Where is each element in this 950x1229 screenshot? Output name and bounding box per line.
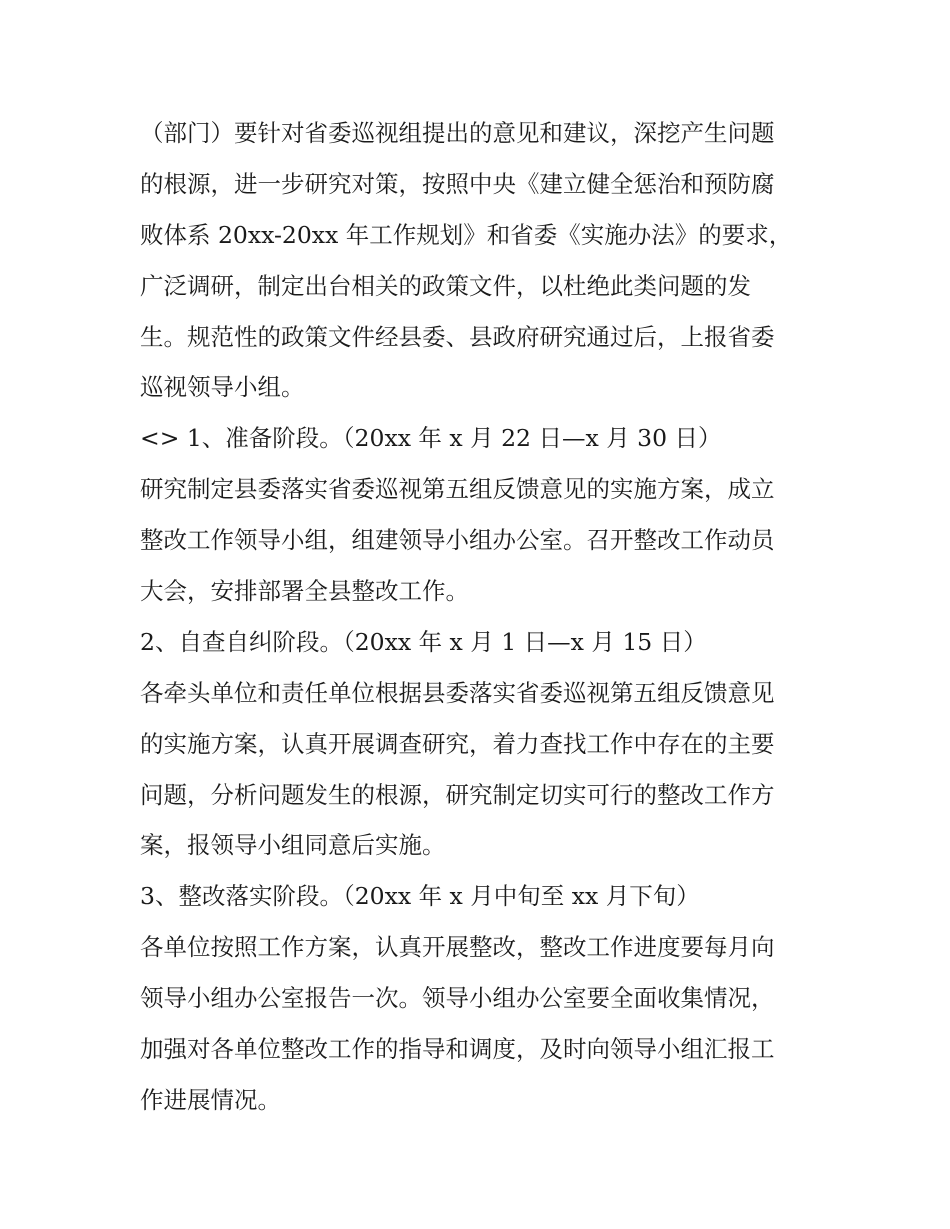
document-body — [140, 108, 820, 1126]
paragraph-1-line-3: 败体系 20xx-20xx 年工作规划》和省委《实施办法》的要求， — [140, 220, 793, 249]
paragraph-1-line-1: （部门）要针对省委巡视组提出的意见和建议，深挖产生问题 — [140, 119, 775, 147]
stage-3-text-line-2: 领导小组办公室报告一次。领导小组办公室要全面收集情况， — [140, 984, 775, 1013]
stage-1-heading: <> 1、准备阶段。（20xx 年 x 月 22 日—x 月 30 日） — [140, 424, 722, 453]
stage-2-text-line-3: 问题，分析问题发生的根源，研究制定切实可行的整改工作方 — [140, 780, 775, 809]
paragraph-1-line-5: 生。规范性的政策文件经县委、县政府研究通过后，上报省委 — [140, 322, 775, 351]
stage-2-heading: 2、自查自纠阶段。（20xx 年 x 月 1 日—x 月 15 日） — [140, 627, 707, 656]
stage-3-text-line-1: 各单位按照工作方案，认真开展整改，整改工作进度要每月向 — [140, 933, 775, 962]
stage-2-text-line-2: 的实施方案，认真开展调查研究，着力查找工作中存在的主要 — [140, 729, 775, 758]
stage-2-text-line-4: 案，报领导小组同意后实施。 — [140, 831, 446, 860]
stage-3-text-line-4: 作进展情况。 — [140, 1085, 281, 1114]
stage-1-text-line-2: 整改工作领导小组，组建领导小组办公室。召开整改工作动员 — [140, 526, 775, 555]
stage-2-text-line-1: 各牵头单位和责任单位根据县委落实省委巡视第五组反馈意见 — [140, 678, 775, 707]
stage-1-text-line-1: 研究制定县委落实省委巡视第五组反馈意见的实施方案，成立 — [140, 475, 775, 504]
stage-3-heading: 3、整改落实阶段。（20xx 年 x 月中旬至 xx 月下旬） — [140, 882, 700, 911]
paragraph-1-line-6: 巡视领导小组。 — [140, 373, 305, 402]
paragraph-1-line-2: 的根源，进一步研究对策，按照中央《建立健全惩治和预防腐 — [140, 169, 775, 198]
stage-3-text-line-3: 加强对各单位整改工作的指导和调度，及时向领导小组汇报工 — [140, 1035, 775, 1064]
stage-1-text-line-3: 大会，安排部署全县整改工作。 — [140, 577, 469, 606]
paragraph-1-line-4: 广泛调研，制定出台相关的政策文件，以杜绝此类问题的发 — [140, 271, 751, 300]
